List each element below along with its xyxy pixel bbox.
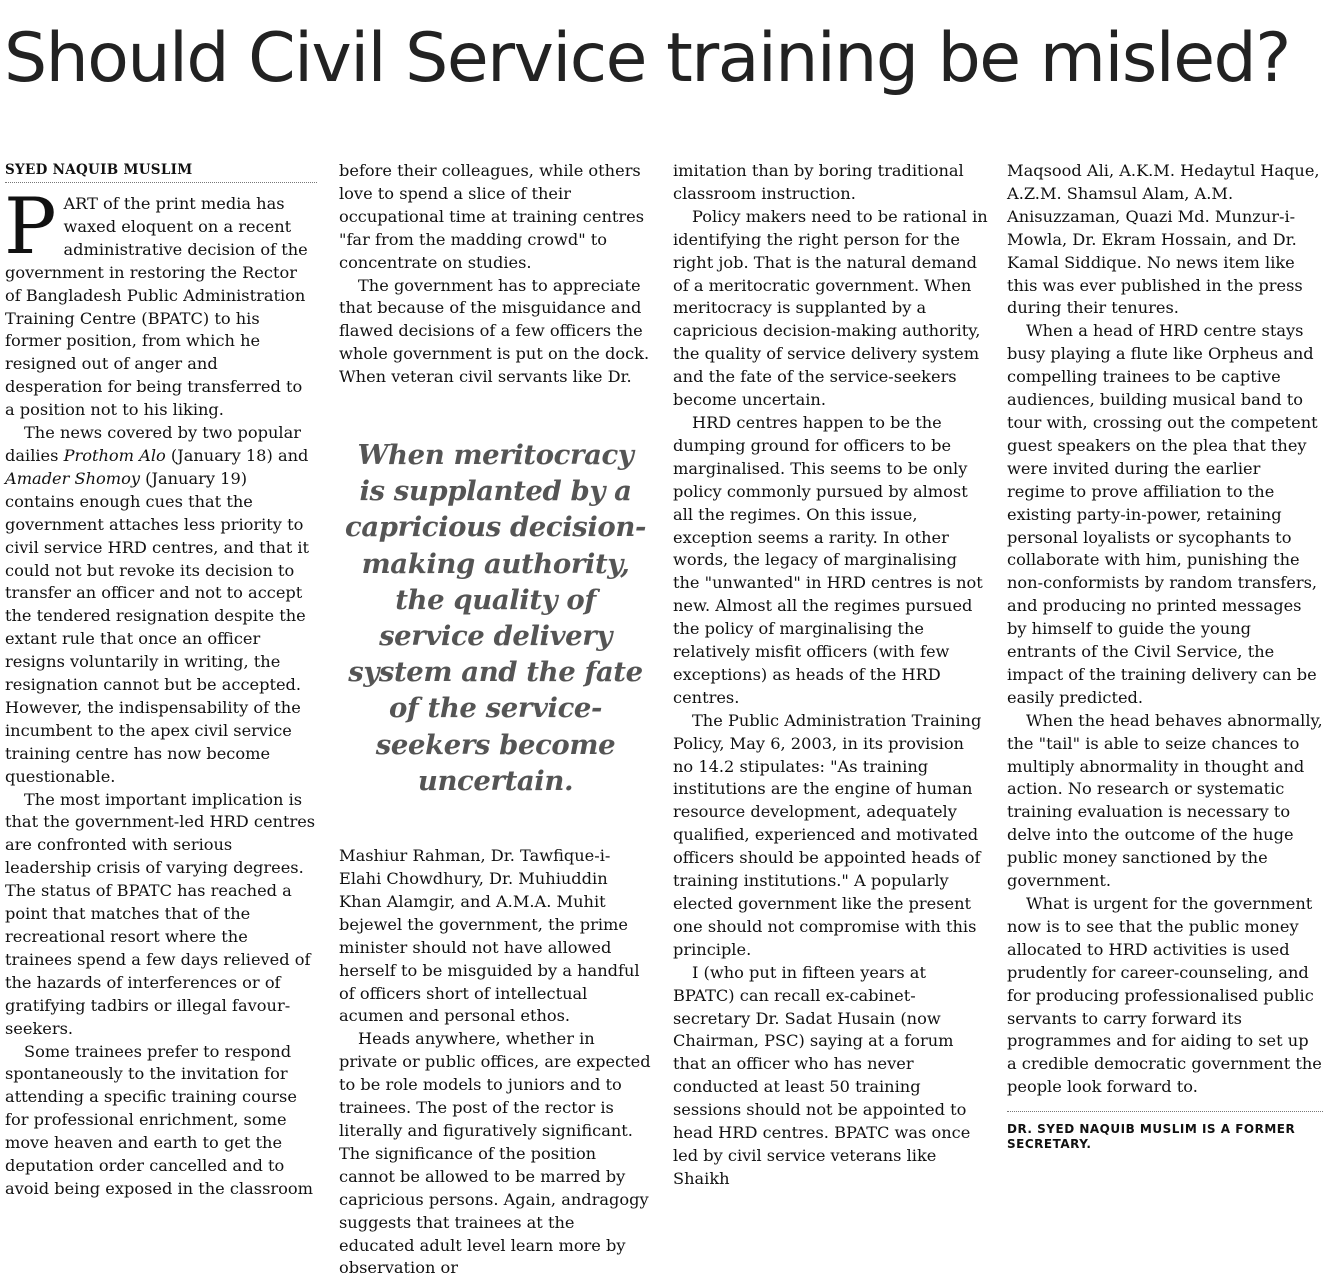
body-paragraph: Maqsood Ali, A.K.M. Hedaytul Haque, A.Z.M. Shamsul Alam, A.M. Anisuzzaman, Quazi Md. Munzur-i-Mowla, Dr. Ekram Hossain, and Dr. Kamal Siddique. No news item like this was ever published in the press during their tenures. xyxy=(1007,161,1320,318)
author-note: DR. SYED NAQUIB MUSLIM IS A FORMER SECRETARY. xyxy=(1007,1111,1323,1152)
body-paragraph: imitation than by boring traditional classroom instruction. xyxy=(673,161,964,203)
text-run: (January 19) contains enough cues that the government attaches less priority to civil service HRD centres, and that it could not but revoke its decision to transfer an officer and not to accept the tendered resignation despite the extant rule that once an officer resigns voluntarily in writing, the resignation cannot but be accepted. However, the indispensability of the incumbent to the apex civil service training centre has now become questionable. xyxy=(5,468,310,786)
column-2 xyxy=(339,160,652,1280)
body-paragraph: What is urgent for the government now is to see that the public money allocated to HRD activities is used prudently for career-counseling, and for producing professionalised public servants to carry forward its programmes and for aiding to set up a credible democratic government the people look forward to. xyxy=(1007,894,1322,1097)
body-paragraph: Some trainees prefer to respond spontaneously to the invitation for attending a specific training course for professional enrichment, some move heaven and earth to get the deputation order cancelled and to avoid being exposed in the classroom xyxy=(5,1041,313,1198)
text-run: The news covered by two popular dailies xyxy=(5,423,301,465)
byline: SYED NAQUIB MUSLIM xyxy=(5,160,317,183)
newspaper-name: Amader Shomoy xyxy=(5,468,141,488)
column-1 xyxy=(5,160,317,1201)
body-paragraph xyxy=(5,422,317,789)
body-paragraph: The most important implication is that the government-led HRD centres are confronted with serious leadership crisis of varying degrees. The status of BPATC has reached a point that matches that of the recreational resort where the trainees spend a few days relieved of the hazards of interferences or of gratifying tadbirs or illegal favour-seekers. xyxy=(5,789,316,1038)
body-paragraph: The government has to appreciate that because of the misguidance and flawed decisions of a few officers the whole government is put on the dock. When veteran civil servants like Dr. xyxy=(339,275,650,387)
body-paragraph: I (who put in fifteen years at BPATC) can recall ex-cabinet-secretary Dr. Sadat Husain (now Chairman, PSC) saying at a forum that an officer who has never conducted at least 50 training sessions should not be appointed to head HRD centres. BPATC was once led by civil service veterans like Shaikh xyxy=(673,962,971,1188)
body-paragraph: Mashiur Rahman, Dr. Tawfique-i-Elahi Chowdhury, Dr. Muhiuddin Khan Alamgir, and A.M.A. Muhit bejewel the government, the prime minister should not have allowed herself to be misguided by a handful of officers short of intellectual acumen and personal ethos. xyxy=(339,846,640,1026)
text-run: (January 18) and xyxy=(165,445,309,465)
body-paragraph: before their colleagues, while others love to spend a slice of their occupational time at training centres "far from the madding crowd" to concentrate on studies. xyxy=(339,161,645,272)
column-3 xyxy=(673,160,988,1191)
body-paragraph: When the head behaves abnormally, the "tail" is able to seize chances to multiply abnormality in thought and action. No research or systematic training evaluation is necessary to delve into the outcome of the huge public money sanctioned by the government. xyxy=(1007,710,1323,891)
lead-paragraph xyxy=(4,182,317,422)
pull-quote: When meritocracy is supplanted by a capricious decision-making authority, the quality of service delivery system and the fate of the service-seekers become uncertain. xyxy=(345,439,646,797)
drop-cap: P xyxy=(4,182,57,272)
column-4 xyxy=(1007,160,1323,1152)
body-paragraph: Policy makers need to be rational in identifying the right person for the right job. That is the natural demand of a meritocratic government. When meritocracy is supplanted by a capricious decision-making authority, the quality of service delivery system and the fate of the service-seekers become uncertain. xyxy=(673,206,988,410)
body-paragraph: Heads anywhere, whether in private or public offices, are expected to be role models to juniors and to trainees. The post of the rector is literally and figuratively significant. The significance of the position cannot be allowed to be marred by capricious persons. Again, andragogy suggests that trainees at the educated adult level learn more by observation or xyxy=(339,1029,651,1278)
newspaper-name: Prothom Alo xyxy=(63,445,166,465)
body-paragraph: The Public Administration Training Policy, May 6, 2003, in its provision no 14.2 stipulates: "As training institutions are the engine of human resource development, adequately qualified, experienced and motivated officers should be appointed heads of training institutions." A popularly elected government like the present one should not compromise with this principle. xyxy=(673,710,982,959)
body-paragraph: When a head of HRD centre stays busy playing a flute like Orpheus and compelling trainees to be captive audiences, building musical band to tour with, crossing out the competent guest speakers on the plea that they were invited during the earlier regime to prove affiliation to the existing party-in-power, retaining personal loyalists or sycophants to collaborate with him, punishing the non-conformists by random transfers, and producing no printed messages by himself to guide the young entrants of the Civil Service, the impact of the training delivery can be easily predicted. xyxy=(1007,321,1318,707)
body-paragraph: HRD centres happen to be the dumping ground for officers to be marginalised. This seems to be only policy commonly pursued by almost all the regimes. On this issue, exception seems a rarity. In other words, the legacy of marginalising the "unwanted" in HRD centres is not new. Almost all the regimes pursued the policy of marginalising the relatively misfit officers (with few exceptions) as heads of the HRD centres. xyxy=(673,412,983,707)
lead-paragraph-text: ART of the print media has waxed eloquent on a recent administrative decision of the government in restoring the Rector of Bangladesh Public Administration Training Centre (BPATC) to his former position, from which he resigned out of anger and desperation for being transferred to a position not to his liking. xyxy=(5,194,308,420)
headline: Should Civil Service training be misled? xyxy=(4,19,1290,98)
